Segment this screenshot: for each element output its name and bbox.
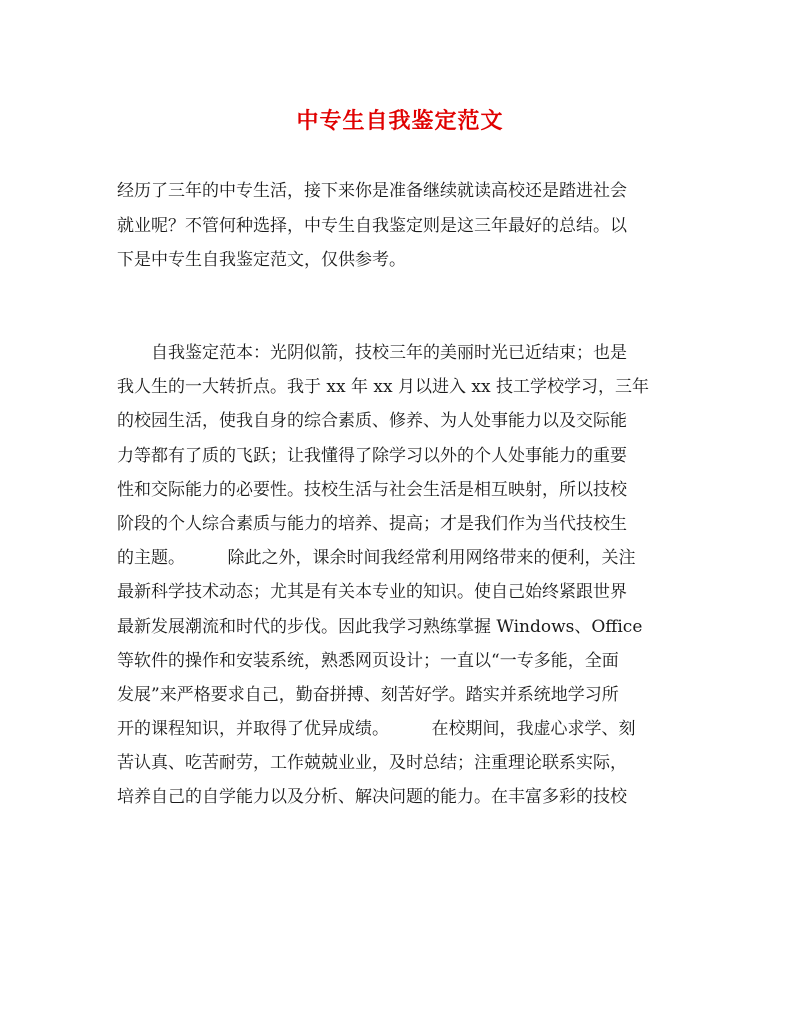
document-title: 中专生自我鉴定范文 <box>296 108 504 134</box>
body-line: 性和交际能力的必要性。技校生活与社会生活是相互映射，所以技校 <box>117 479 627 500</box>
body-line: 阶段的个人综合素质与能力的培养、提高；才是我们作为当代技校生 <box>117 513 627 534</box>
body-line: 最新科学技术动态；尤其是有关本专业的知识。使自己始终紧跟世界 <box>117 582 627 603</box>
intro-line: 就业呢？不管何种选择，中专生自我鉴定则是这三年最好的总结。以 <box>117 215 627 236</box>
body-line: 发展”来严格要求自己，勤奋拼搏、刻苦好学。踏实并系统地学习所 <box>117 684 619 705</box>
body-line: 的校园生活，使我自身的综合素质、修养、为人处事能力以及交际能 <box>117 411 627 432</box>
body-line: 等软件的操作和安装系统，熟悉网页设计；一直以“一专多能，全面 <box>117 650 619 671</box>
body-line: 开的课程知识，并取得了优异成绩。 在校期间，我虚心求学、刻 <box>117 719 636 740</box>
intro-line: 经历了三年的中专生活，接下来你是准备继续就读高校还是踏进社会 <box>117 181 627 201</box>
body-line: 自我鉴定范本：光阴似箭，技校三年的美丽时光已近结束；也是 <box>117 343 627 363</box>
body-line: 培养自己的自学能力以及分析、解决问题的能力。在丰富多彩的技校 <box>117 787 627 808</box>
body-line: 我人生的一大转折点。我于 xx 年 xx 月以进入 xx 技工学校学习，三年 <box>117 377 649 398</box>
body-line: 的主题。 除此之外，课余时间我经常利用网络带来的便利，关注 <box>117 548 636 569</box>
body-line: 力等都有了质的飞跃；让我懂得了除学习以外的个人处事能力的重要 <box>117 445 627 466</box>
body-paragraph <box>117 336 697 815</box>
body-line: 最新发展潮流和时代的步伐。因此我学习熟练掌握 Windows、Office <box>117 616 643 637</box>
body-line: 苦认真、吃苦耐劳，工作兢兢业业，及时总结；注重理论联系实际， <box>117 753 627 774</box>
intro-line: 下是中专生自我鉴定范文，仅供参考。 <box>117 250 406 270</box>
intro-paragraph <box>117 174 697 278</box>
